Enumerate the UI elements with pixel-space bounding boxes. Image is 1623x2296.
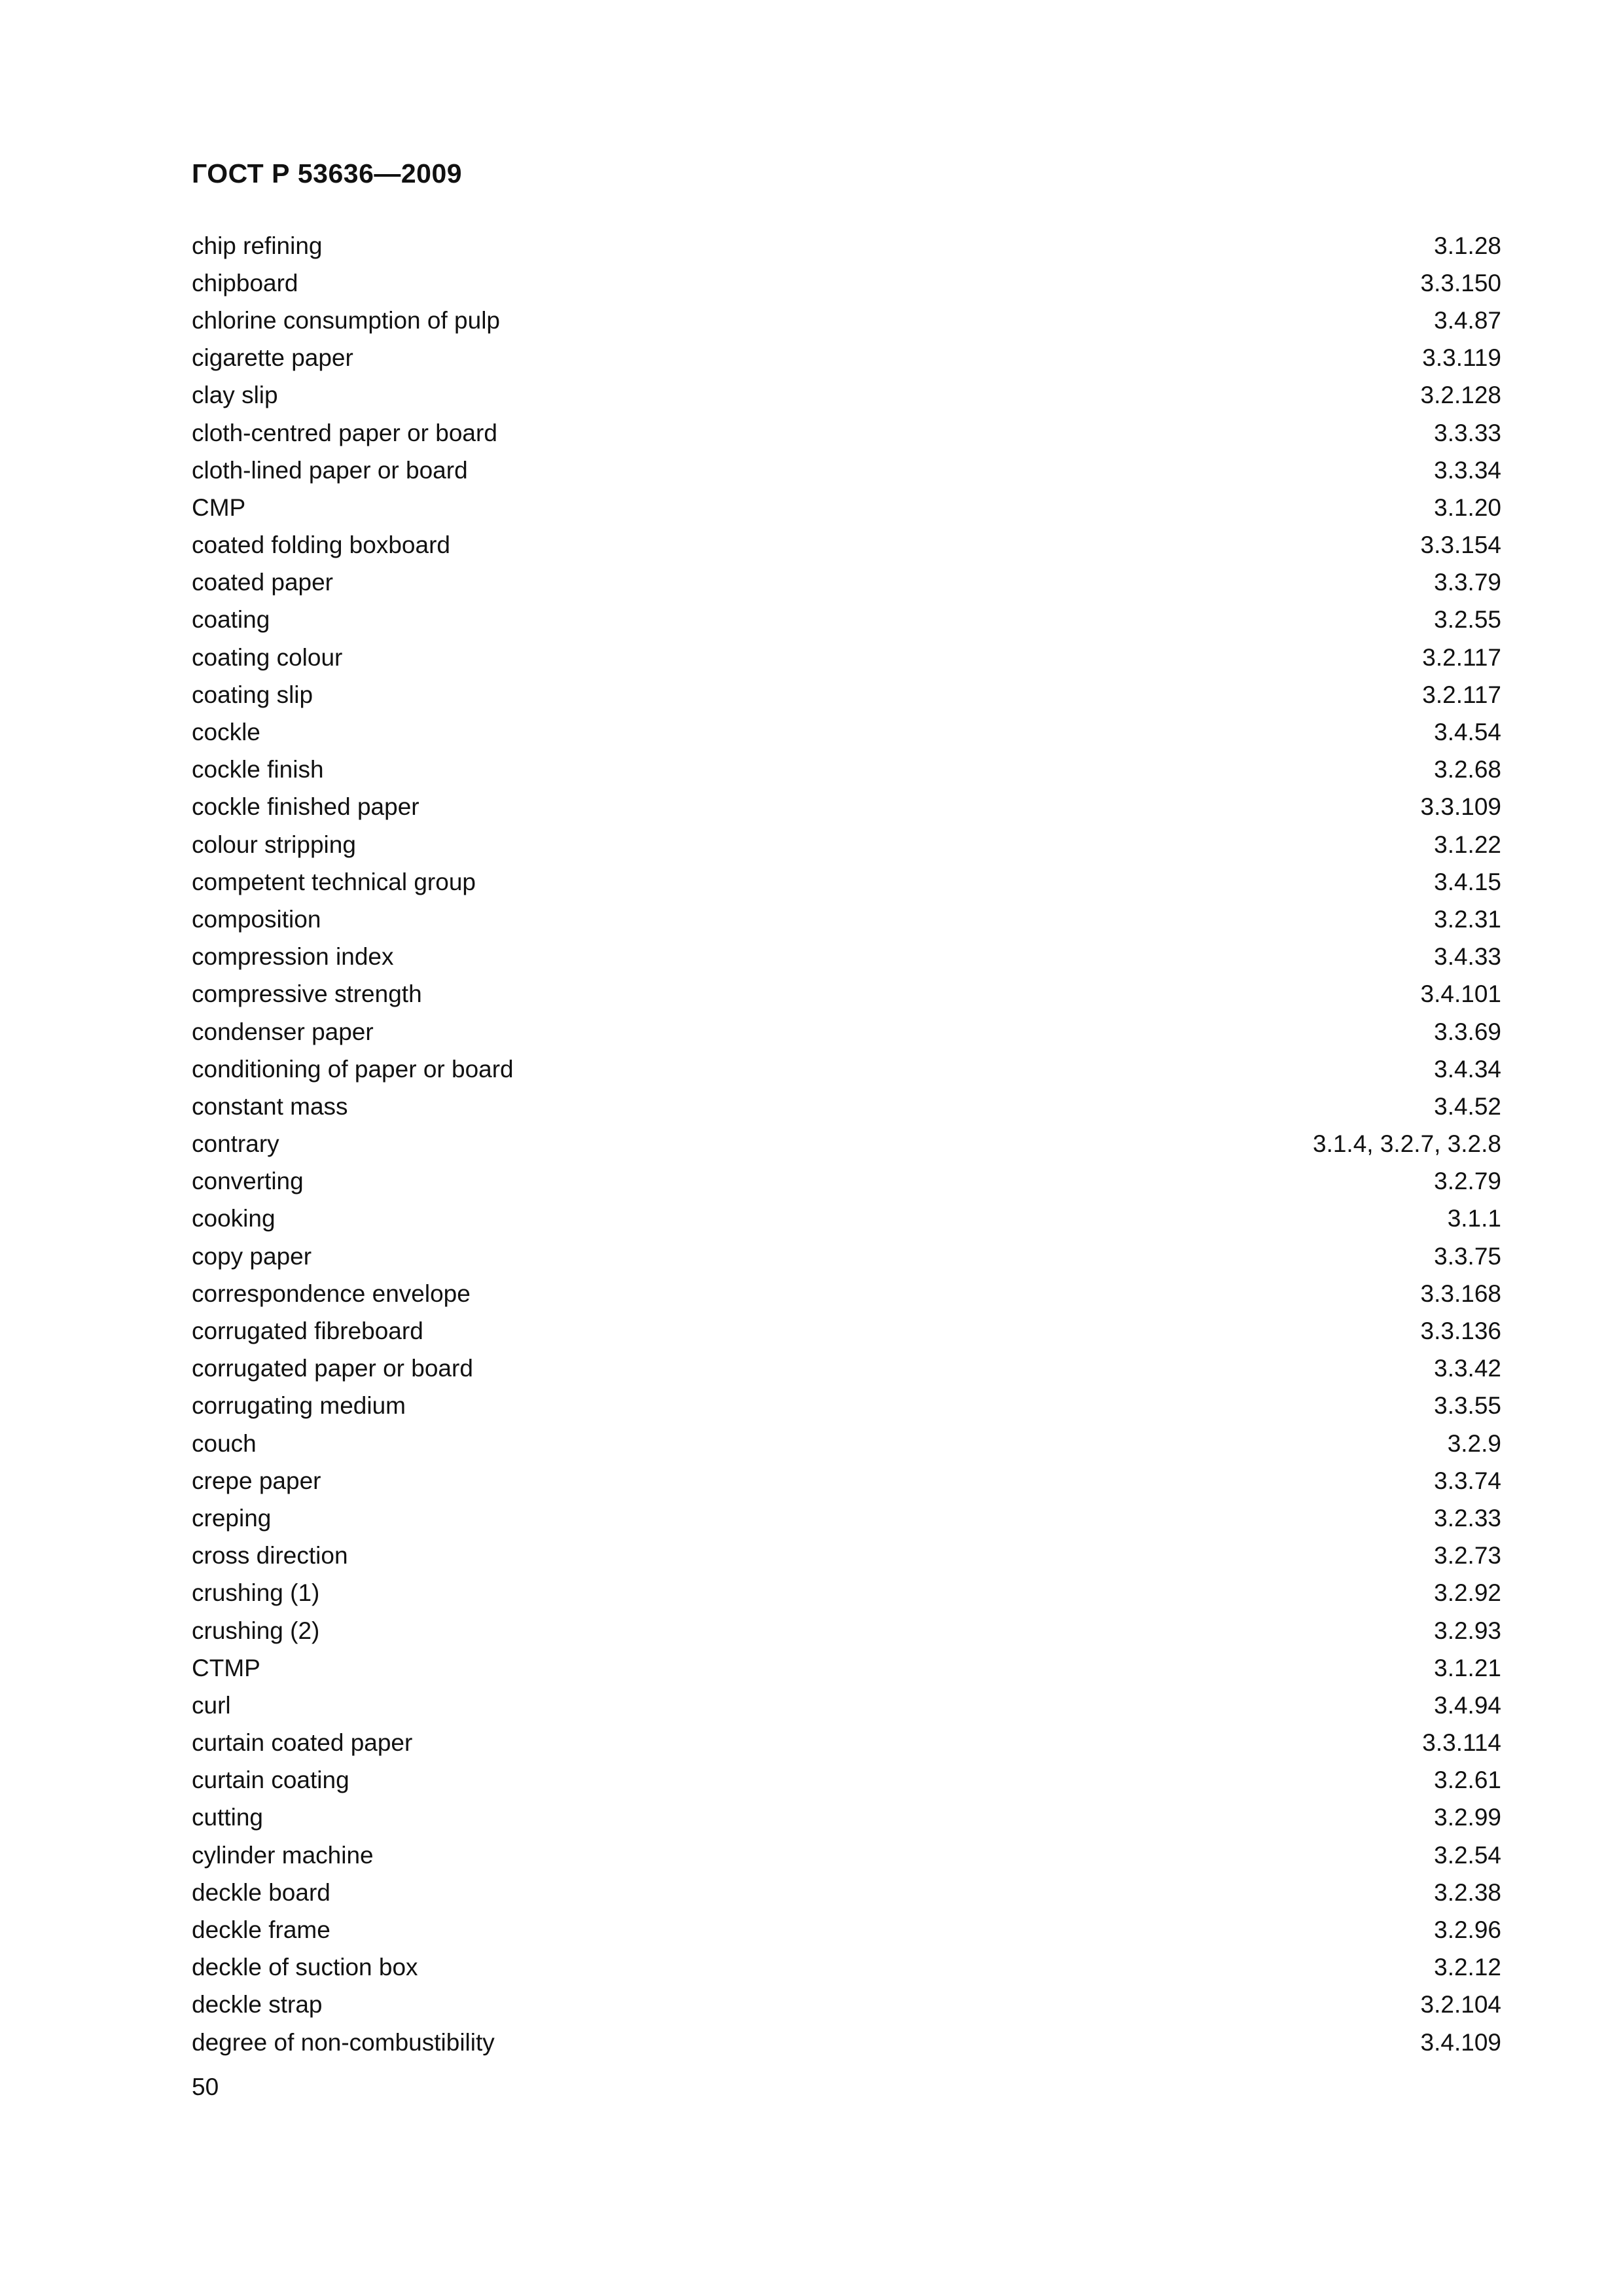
index-reference: 3.4.34 [1434, 1055, 1501, 1083]
index-term: creping [192, 1504, 272, 1532]
index-reference: 3.4.54 [1434, 719, 1501, 746]
index-term: coating [192, 606, 270, 634]
index-reference: 3.2.61 [1434, 1767, 1501, 1794]
index-entry [192, 1200, 1501, 1238]
index-term: coated folding boxboard [192, 531, 450, 559]
index-entry [192, 1874, 1501, 1911]
index-term: couch [192, 1429, 257, 1457]
index-reference: 3.3.34 [1434, 456, 1501, 484]
index-reference: 3.1.20 [1434, 493, 1501, 521]
index-term: crepe paper [192, 1467, 321, 1494]
index-term: deckle frame [192, 1916, 330, 1944]
page-header: ГОСТ Р 53636—2009 [192, 158, 463, 188]
index-entry [192, 901, 1501, 938]
index-reference: 3.3.154 [1420, 531, 1501, 559]
index-term: curtain coating [192, 1767, 349, 1794]
index-entry [192, 1275, 1501, 1312]
index-entry [192, 1612, 1501, 1649]
index-entry [192, 976, 1501, 1013]
index-reference: 3.4.15 [1434, 868, 1501, 895]
index-term: crushing (2) [192, 1617, 320, 1644]
index-entry [192, 826, 1501, 863]
index-entry [192, 1013, 1501, 1050]
index-term: conditioning of paper or board [192, 1055, 514, 1083]
index-reference: 3.2.92 [1434, 1579, 1501, 1607]
index-reference: 3.2.117 [1422, 681, 1501, 708]
index-term: coating slip [192, 681, 313, 708]
index-reference: 3.3.136 [1420, 1318, 1501, 1345]
index-entry [192, 1312, 1501, 1350]
index-reference: 3.3.114 [1422, 1729, 1501, 1757]
index-term: chip refining [192, 232, 323, 259]
index-entry [192, 1126, 1501, 1163]
index-reference: 3.1.1 [1447, 1205, 1501, 1232]
index-entry [192, 1986, 1501, 2024]
index-entry [192, 1050, 1501, 1088]
index-reference: 3.3.42 [1434, 1355, 1501, 1382]
index-term: cross direction [192, 1542, 348, 1570]
index-entry [192, 489, 1501, 526]
index-reference: 3.2.38 [1434, 1878, 1501, 1906]
index-entry [192, 676, 1501, 713]
index-entry [192, 789, 1501, 826]
index-reference: 3.2.54 [1434, 1841, 1501, 1869]
index-term: compression index [192, 943, 394, 971]
index-term: CTMP [192, 1654, 260, 1681]
page-number: 50 [192, 2073, 219, 2100]
index-entry [192, 751, 1501, 789]
index-entry [192, 2024, 1501, 2061]
index-entry [192, 1425, 1501, 1462]
index-reference: 3.2.9 [1447, 1429, 1501, 1457]
index-reference: 3.2.93 [1434, 1617, 1501, 1644]
index-reference: 3.3.150 [1420, 269, 1501, 296]
index-entry [192, 713, 1501, 751]
index-reference: 3.1.22 [1434, 831, 1501, 858]
index-term: condenser paper [192, 1018, 374, 1045]
index-term: cockle [192, 719, 260, 746]
index-entry [192, 1762, 1501, 1799]
index-term: correspondence envelope [192, 1280, 471, 1307]
index-entry [192, 302, 1501, 339]
index-reference: 3.2.79 [1434, 1168, 1501, 1195]
index-entry [192, 377, 1501, 414]
index-term: crushing (1) [192, 1579, 320, 1607]
index-term: clay slip [192, 382, 278, 409]
index-reference: 3.2.73 [1434, 1542, 1501, 1570]
index-entry [192, 1649, 1501, 1687]
index-reference: 3.2.68 [1434, 756, 1501, 783]
index-entry [192, 1537, 1501, 1575]
index-term: coated paper [192, 569, 334, 596]
index-entry [192, 1088, 1501, 1125]
index-reference: 3.3.119 [1422, 344, 1501, 372]
index-term: competent technical group [192, 868, 476, 895]
index-reference: 3.2.12 [1434, 1954, 1501, 1981]
index-term: cloth-lined paper or board [192, 456, 468, 484]
index-term: deckle strap [192, 1991, 323, 2018]
index-reference: 3.3.69 [1434, 1018, 1501, 1045]
index-entry [192, 264, 1501, 302]
index-entry [192, 1687, 1501, 1724]
index-reference: 3.2.104 [1420, 1991, 1501, 2018]
index-entry [192, 1575, 1501, 1612]
index-entry [192, 1499, 1501, 1537]
index-term: converting [192, 1168, 304, 1195]
index-reference: 3.2.128 [1420, 382, 1501, 409]
index-reference: 3.3.168 [1420, 1280, 1501, 1307]
index-term: corrugating medium [192, 1392, 406, 1420]
index-entry [192, 1837, 1501, 1874]
index-reference: 3.3.74 [1434, 1467, 1501, 1494]
index-reference: 3.3.109 [1420, 793, 1501, 821]
index-reference: 3.2.117 [1422, 643, 1501, 671]
index-term: cockle finish [192, 756, 324, 783]
index-reference: 3.4.109 [1420, 2028, 1501, 2056]
index-entry [192, 1911, 1501, 1948]
index-entry [192, 1799, 1501, 1837]
index-term: contrary [192, 1130, 279, 1158]
index-term: corrugated fibreboard [192, 1318, 423, 1345]
term-index-list [192, 227, 1501, 2061]
index-term: curtain coated paper [192, 1729, 413, 1757]
index-entry [192, 564, 1501, 601]
index-entry [192, 1725, 1501, 1762]
index-reference: 3.4.52 [1434, 1092, 1501, 1120]
index-entry [192, 527, 1501, 564]
index-term: deckle of suction box [192, 1954, 418, 1981]
index-reference: 3.4.94 [1434, 1691, 1501, 1719]
index-term: cooking [192, 1205, 276, 1232]
index-reference: 3.1.4, 3.2.7, 3.2.8 [1313, 1130, 1501, 1158]
index-term: cutting [192, 1804, 264, 1831]
index-entry [192, 452, 1501, 489]
index-reference: 3.1.21 [1434, 1654, 1501, 1681]
index-reference: 3.3.79 [1434, 569, 1501, 596]
index-term: cylinder machine [192, 1841, 374, 1869]
index-term: CMP [192, 493, 246, 521]
index-entry [192, 1163, 1501, 1200]
index-reference: 3.4.33 [1434, 943, 1501, 971]
index-reference: 3.2.96 [1434, 1916, 1501, 1944]
index-reference: 3.2.99 [1434, 1804, 1501, 1831]
index-term: cloth-centred paper or board [192, 419, 497, 446]
index-entry [192, 863, 1501, 901]
index-reference: 3.2.31 [1434, 905, 1501, 933]
index-entry [192, 1388, 1501, 1425]
index-entry [192, 639, 1501, 676]
index-entry [192, 414, 1501, 452]
index-reference: 3.4.101 [1420, 980, 1501, 1008]
index-reference: 3.3.75 [1434, 1242, 1501, 1270]
index-entry [192, 1949, 1501, 1986]
index-term: composition [192, 905, 321, 933]
index-term: copy paper [192, 1242, 312, 1270]
index-entry [192, 1462, 1501, 1499]
index-term: chipboard [192, 269, 298, 296]
index-entry [192, 601, 1501, 639]
index-entry [192, 227, 1501, 264]
index-term: constant mass [192, 1092, 348, 1120]
index-reference: 3.2.55 [1434, 606, 1501, 634]
index-term: deckle board [192, 1878, 330, 1906]
index-reference: 3.4.87 [1434, 306, 1501, 334]
index-entry [192, 939, 1501, 976]
index-entry [192, 1350, 1501, 1388]
index-reference: 3.3.55 [1434, 1392, 1501, 1420]
index-reference: 3.1.28 [1434, 232, 1501, 259]
index-reference: 3.3.33 [1434, 419, 1501, 446]
index-term: chlorine consumption of pulp [192, 306, 501, 334]
index-term: cigarette paper [192, 344, 353, 372]
index-entry [192, 340, 1501, 377]
index-term: degree of non-combustibility [192, 2028, 495, 2056]
index-term: cockle finished paper [192, 793, 419, 821]
index-term: corrugated paper or board [192, 1355, 473, 1382]
index-term: compressive strength [192, 980, 422, 1008]
index-term: coating colour [192, 643, 343, 671]
index-entry [192, 1238, 1501, 1275]
index-term: colour stripping [192, 831, 356, 858]
index-reference: 3.2.33 [1434, 1504, 1501, 1532]
index-term: curl [192, 1691, 231, 1719]
